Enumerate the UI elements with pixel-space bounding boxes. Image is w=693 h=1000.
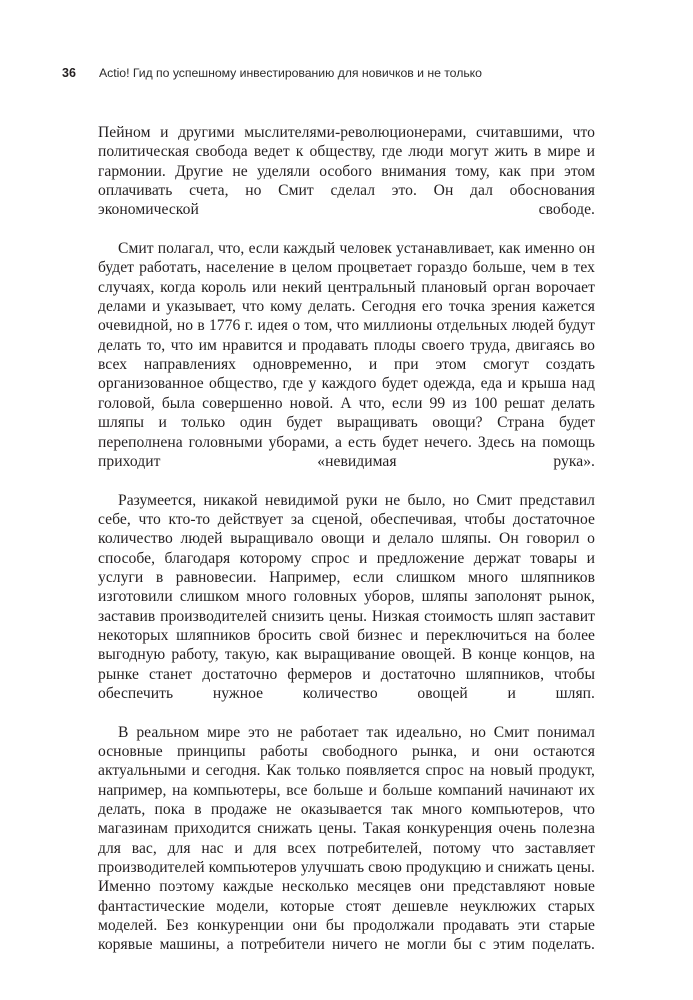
running-header [62,66,631,86]
paragraph-3: Разумеется, никакой невидимой руки не было, но Смит представил себе, что кто-то действует за сценой, обеспечивая, чтобы достаточное количество людей выращивало овощи и делало шляпы. Он говорил о способе, благодаря которому спрос и предложение держат товары и услуги в равновесии. Например, если слишком много шляпников изготовили слишком много головных уборов, шляпы заполонят рынок, заставив производителей снизить цены. Низкая стоимость шляп заставит некоторых шляпников бросить свой бизнес и переключиться на более выгодную работу, такую, как выращивание овощей. В конце концов, на рынке станет достаточно фермеров и достаточно шляпников, чтобы обеспечить нужное количество овощей и шляп. [98,491,595,702]
body-text-block [98,123,595,974]
page-number: 36 [62,66,77,80]
paragraph-4: В реальном мире это не работает так идеально, но Смит понимал основные принципы работы свободного рынка, и они остаются актуальными и сегодня. Как только появляется спрос на новый продукт, например, на компьютеры, все больше и больше компаний начинают их делать, пока в продаже не оказывается так много компьютеров, что магазинам приходится снижать цены. Такая конкуренция очень полезна для вас, для нас и для всех потребителей, потому что заставляет производителей компьютеров улучшать свою продукцию и снижать цены. Именно поэтому каждые несколько месяцев они представляют новые фантастические модели, которые стоят дешевле неуклюжих старых моделей. Без конкуренции они бы продолжали продавать эти старые корявые машины, а потребители ничего не могли бы с этим поделать. [98,723,595,954]
running-title: Actio! Гид по успешному инвестированию для новичков и не только [99,66,482,80]
paragraph-1: Пейном и другими мыслителями-революционерами, считавшими, что политическая свобода ведет к обществу, где люди могут жить в мире и гармонии. Другие не уделяли особого внимания тому, как при этом оплачивать счета, но Смит сделал это. Он дал обоснования экономической свободе. [98,124,595,219]
paragraph-2: Смит полагал, что, если каждый человек устанавливает, как именно он будет работать, население в целом процветает гораздо больше, чем в тех случаях, когда король или некий центральный плановый орган ворочает делами и указывает, что кому делать. Сегодня его точка зрения кажется очевидной, но в 1776 г. идея о том, что миллионы отдельных людей будут делать то, что им нравится и продавать плоды своего труда, двигаясь во всех направлениях одновременно, и при этом смогут создать организованное общество, где у каждого будет одежда, еда и крыша над головой, была совершенно новой. А что, если 99 из 100 решат делать шляпы и только один будет выращивать овощи? Страна будет переполнена головными уборами, а есть будет нечего. Здесь на помощь приходит «невидимая рука». [98,240,595,470]
